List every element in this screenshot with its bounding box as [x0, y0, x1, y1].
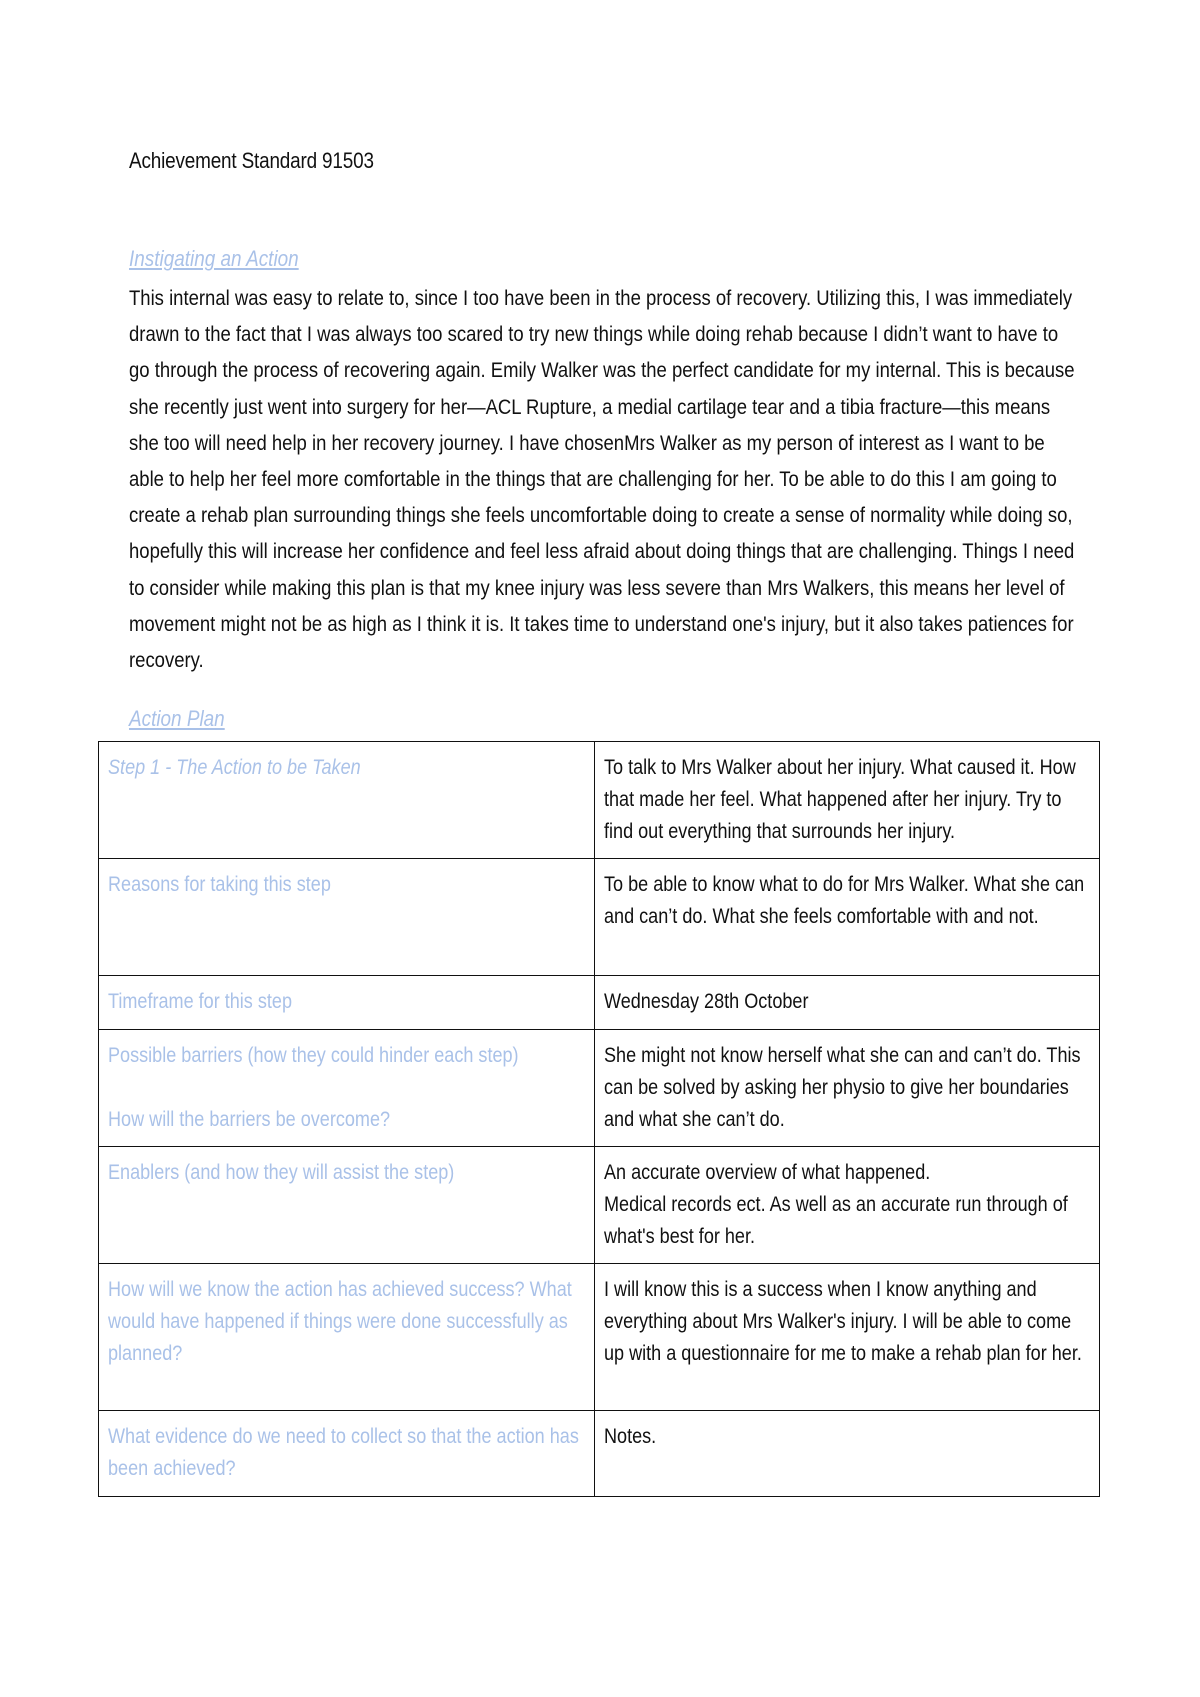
barriers-question: Possible barriers (how they could hinder each step) — [108, 1044, 519, 1067]
table-value-cell — [595, 1411, 1100, 1497]
enablers-value-line1: An accurate overview of what happened. — [604, 1161, 931, 1184]
table-label-cell — [99, 1411, 595, 1497]
timeframe-value: Wednesday 28th October — [604, 990, 809, 1013]
table-label-cell — [99, 1147, 595, 1264]
table-row — [99, 1030, 1100, 1147]
enablers-value — [604, 1157, 1089, 1253]
table-value-cell — [595, 1264, 1100, 1411]
step-label: Step 1 - The Action to be Taken — [108, 756, 361, 779]
table-label-cell — [99, 859, 595, 976]
success-label: How will we know the action has achieved success? What would have happened if things were done successfully as planned? — [108, 1278, 572, 1365]
barriers-value: She might not know herself what she can and can’t do. This can be solved by asking her physio to give her boundaries and what she can’t do. — [604, 1044, 1081, 1131]
table-value-cell — [595, 1147, 1100, 1264]
timeframe-label: Timeframe for this step — [108, 990, 292, 1013]
table-label-cell — [99, 742, 595, 859]
reasons-value: To be able to know what to do for Mrs Walker. What she can and can’t do. What she feels comfortable with and not. — [604, 873, 1085, 928]
table-value-cell — [595, 859, 1100, 976]
enablers-label: Enablers (and how they will assist the step) — [108, 1161, 455, 1184]
table-label-cell — [99, 1030, 595, 1147]
evidence-label: What evidence do we need to collect so that the action has been achieved? — [108, 1425, 579, 1480]
table-row — [99, 1147, 1100, 1264]
overcome-question: How will the barriers be overcome? — [108, 1108, 391, 1131]
enablers-value-line2: Medical records ect. As well as an accurate run through of what's best for her. — [604, 1193, 1068, 1248]
table-row — [99, 1411, 1100, 1497]
evidence-value: Notes. — [604, 1425, 657, 1448]
table-row — [99, 976, 1100, 1030]
table-value-cell — [595, 742, 1100, 859]
table-row — [99, 859, 1100, 976]
section-heading-instigating-an-action: Instigating an Action — [129, 246, 299, 271]
table-label-cell — [99, 976, 595, 1030]
instigating-an-action-paragraph: This internal was easy to relate to, since I too have been in the process of recovery. Utilizing this, I was immediately drawn to the fact that I was always too scared to try new things while doing rehab because I didn’t want to have to go through the process of recovering again. Emily Walker was the perfect candidate for my internal. This is because she recently just went into surgery for her—ACL Rupture, a medial cartilage tear and a tibia fracture—this means she too will need help in her recovery journey. I have chosenMrs Walker as my person of interest as I want to be able to help her feel more comfortable in the things that are challenging for her. To be able to do this I am going to create a rehab plan surrounding things she feels uncomfortable doing to create a sense of normality while doing so, hopefully this will increase her confidence and feel less afraid about doing things that are challenging. Things I need to consider while making this plan is that my knee injury was less severe than Mrs Walkers, this means her level of movement might not be as high as I think it is. It takes time to understand one's injury, but it also takes patiences for recovery. — [129, 286, 1075, 673]
reasons-label: Reasons for taking this step — [108, 873, 331, 896]
step-value: To talk to Mrs Walker about her injury. What caused it. How that made her feel. What happened after her injury. Try to find out everything that surrounds her injury. — [604, 756, 1076, 843]
barriers-label — [108, 1040, 584, 1136]
success-value: I will know this is a success when I know anything and everything about Mrs Walker's injury. I will be able to come up with a questionnaire for me to make a rehab plan for her. — [604, 1278, 1082, 1365]
section-heading-action-plan: Action Plan — [129, 706, 225, 731]
table-label-cell — [99, 1264, 595, 1411]
table-row — [99, 742, 1100, 859]
table-value-cell — [595, 976, 1100, 1030]
document-title: Achievement Standard 91503 — [129, 148, 374, 173]
action-plan-table — [98, 741, 1100, 1497]
table-row — [99, 1264, 1100, 1411]
table-value-cell — [595, 1030, 1100, 1147]
